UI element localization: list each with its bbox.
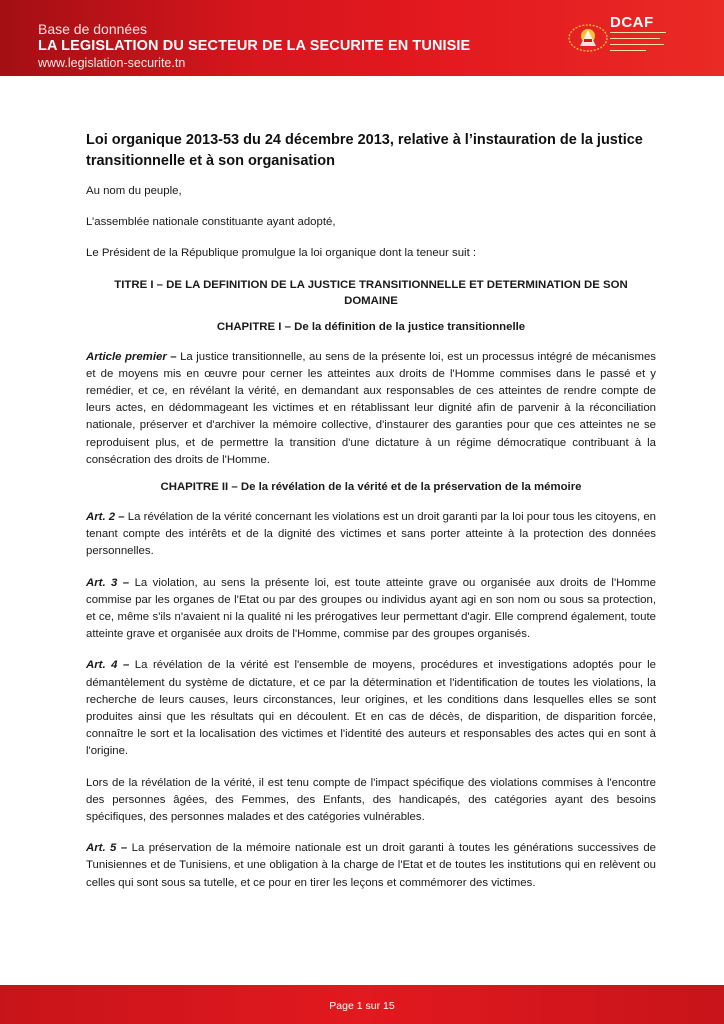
document-body	[86, 130, 656, 892]
article-5-text: La préservation de la mémoire nationale est un droit garanti à toutes les générations successives de Tunisiennes et de Tunisiens, et une obligation à la charge de l'Etat et de toutes les institutions qui en relèvent ou celles qui sont sous sa tutelle, et ce pour en tirer les leçons et commémorer des victimes.	[86, 842, 656, 889]
article-4-text: La révélation de la vérité est l'ensemble de moyens, procédures et investigations adoptés pour le démantèlement du système de dictature, et ce par la détermination et l'identification de toutes les violations, la recherche de leurs causes, leurs circonstances, leur origines, et les conditions dans lesquelles elles se sont produites ainsi que les résultats qui en découlent. Et en cas de décès, de disparition, de disparition forcée, connaître le sort et la localisation des victimes et l'identité des auteurs et responsables des actes qui en sont à l'origine.	[86, 659, 656, 758]
page-footer	[0, 985, 724, 1024]
article-4-continuation: Lors de la révélation de la vérité, il est tenu compte de l'impact spécifique des violations commises à l'encontre des personnes âgées, des Femmes, des Enfants, des handicapés, des catégories ayant des besoins spécifiques, des personnes malades et des catégories vulnérables.	[86, 776, 656, 824]
article-3-text: La violation, au sens la présente loi, est toute atteinte grave ou organisée aux droits de l'Homme commise par les organes de l'Etat ou par des groupes ou individus ayant agi en son nom ou sous sa protection, et ce, même s'ils n'avaient ni la qualité ni les prérogatives leur permettant d'agir. Elle comprend également, toute atteinte grave et organisée aux droits de l'Homme, commise par des groupes organisés.	[86, 576, 656, 641]
paragraph-promulgation: Le Président de la République promulgue la loi organique dont la teneur suit :	[86, 247, 477, 260]
database-label: Base de données	[38, 21, 147, 37]
page-header	[0, 0, 724, 76]
website-url[interactable]: www.legislation-securite.tn	[38, 56, 186, 70]
dcaf-logo	[566, 12, 676, 60]
article-4-label: Art. 4 –	[86, 659, 130, 672]
chapter-heading-1: CHAPITRE I – De la définition de la justice transitionnelle	[216, 320, 526, 333]
law-title: Loi organique 2013-53 du 24 décembre 2013, relative à l’instauration de la justice transitionnelle et à son organisation	[86, 132, 643, 169]
article-2-text: La révélation de la vérité concernant les violations est un droit garanti par la loi pour tous les citoyens, en tenant compte des intérêts et de la dignité des victimes et sans porter atteinte à la protection des données personnelles.	[86, 511, 657, 558]
header-title: LA LEGISLATION DU SECTEUR DE LA SECURITE EN TUNISIE	[38, 38, 471, 54]
paragraph-assembly: L’assemblée nationale constituante ayant adopté,	[86, 216, 336, 229]
article-3	[86, 575, 656, 644]
article-1-text: La justice transitionnelle, au sens de la présente loi, est un processus intégré de mécanismes et de moyens mis en œuvre pour cerner les atteintes aux droits de l'Homme commises dans le passé et y remédier, et ce, en révélant la vérité, en demandant aux responsables de ces atteintes de rendre compte de leurs actes, en dédommageant les victimes et en rétablissant leur dignité afin de parvenir à la réconciliation nationale, préserver et d'archiver la mémoire collective, d'instaurer des garanties pour que ces atteintes ne se reproduisent plus, et de permettre la transition d'une dictature à un régime démocratique contribuant à la consécration des droits de l'Homme.	[86, 350, 656, 466]
article-2-label: Art. 2 –	[86, 511, 125, 524]
title-heading: TITRE I – DE LA DEFINITION DE LA JUSTICE TRANSITIONNELLE ET DETERMINATION DE SON DOMAINE	[114, 278, 628, 307]
logo-brand: DCAF	[610, 14, 654, 31]
article-1	[86, 349, 656, 469]
article-1-label: Article premier –	[86, 350, 177, 363]
logo-tagline	[610, 32, 676, 54]
article-2	[86, 509, 656, 561]
dcaf-logo-icon	[566, 12, 610, 56]
article-5-label: Art. 5 –	[86, 842, 128, 855]
article-5	[86, 840, 656, 892]
article-3-label: Art. 3 –	[86, 576, 130, 589]
article-4	[86, 657, 656, 760]
paragraph-preamble: Au nom du peuple,	[86, 185, 182, 197]
chapter-heading-2: CHAPITRE II – De la révélation de la vérité et de la préservation de la mémoire	[160, 481, 582, 494]
page-number: Page 1 sur 15	[329, 1000, 395, 1012]
